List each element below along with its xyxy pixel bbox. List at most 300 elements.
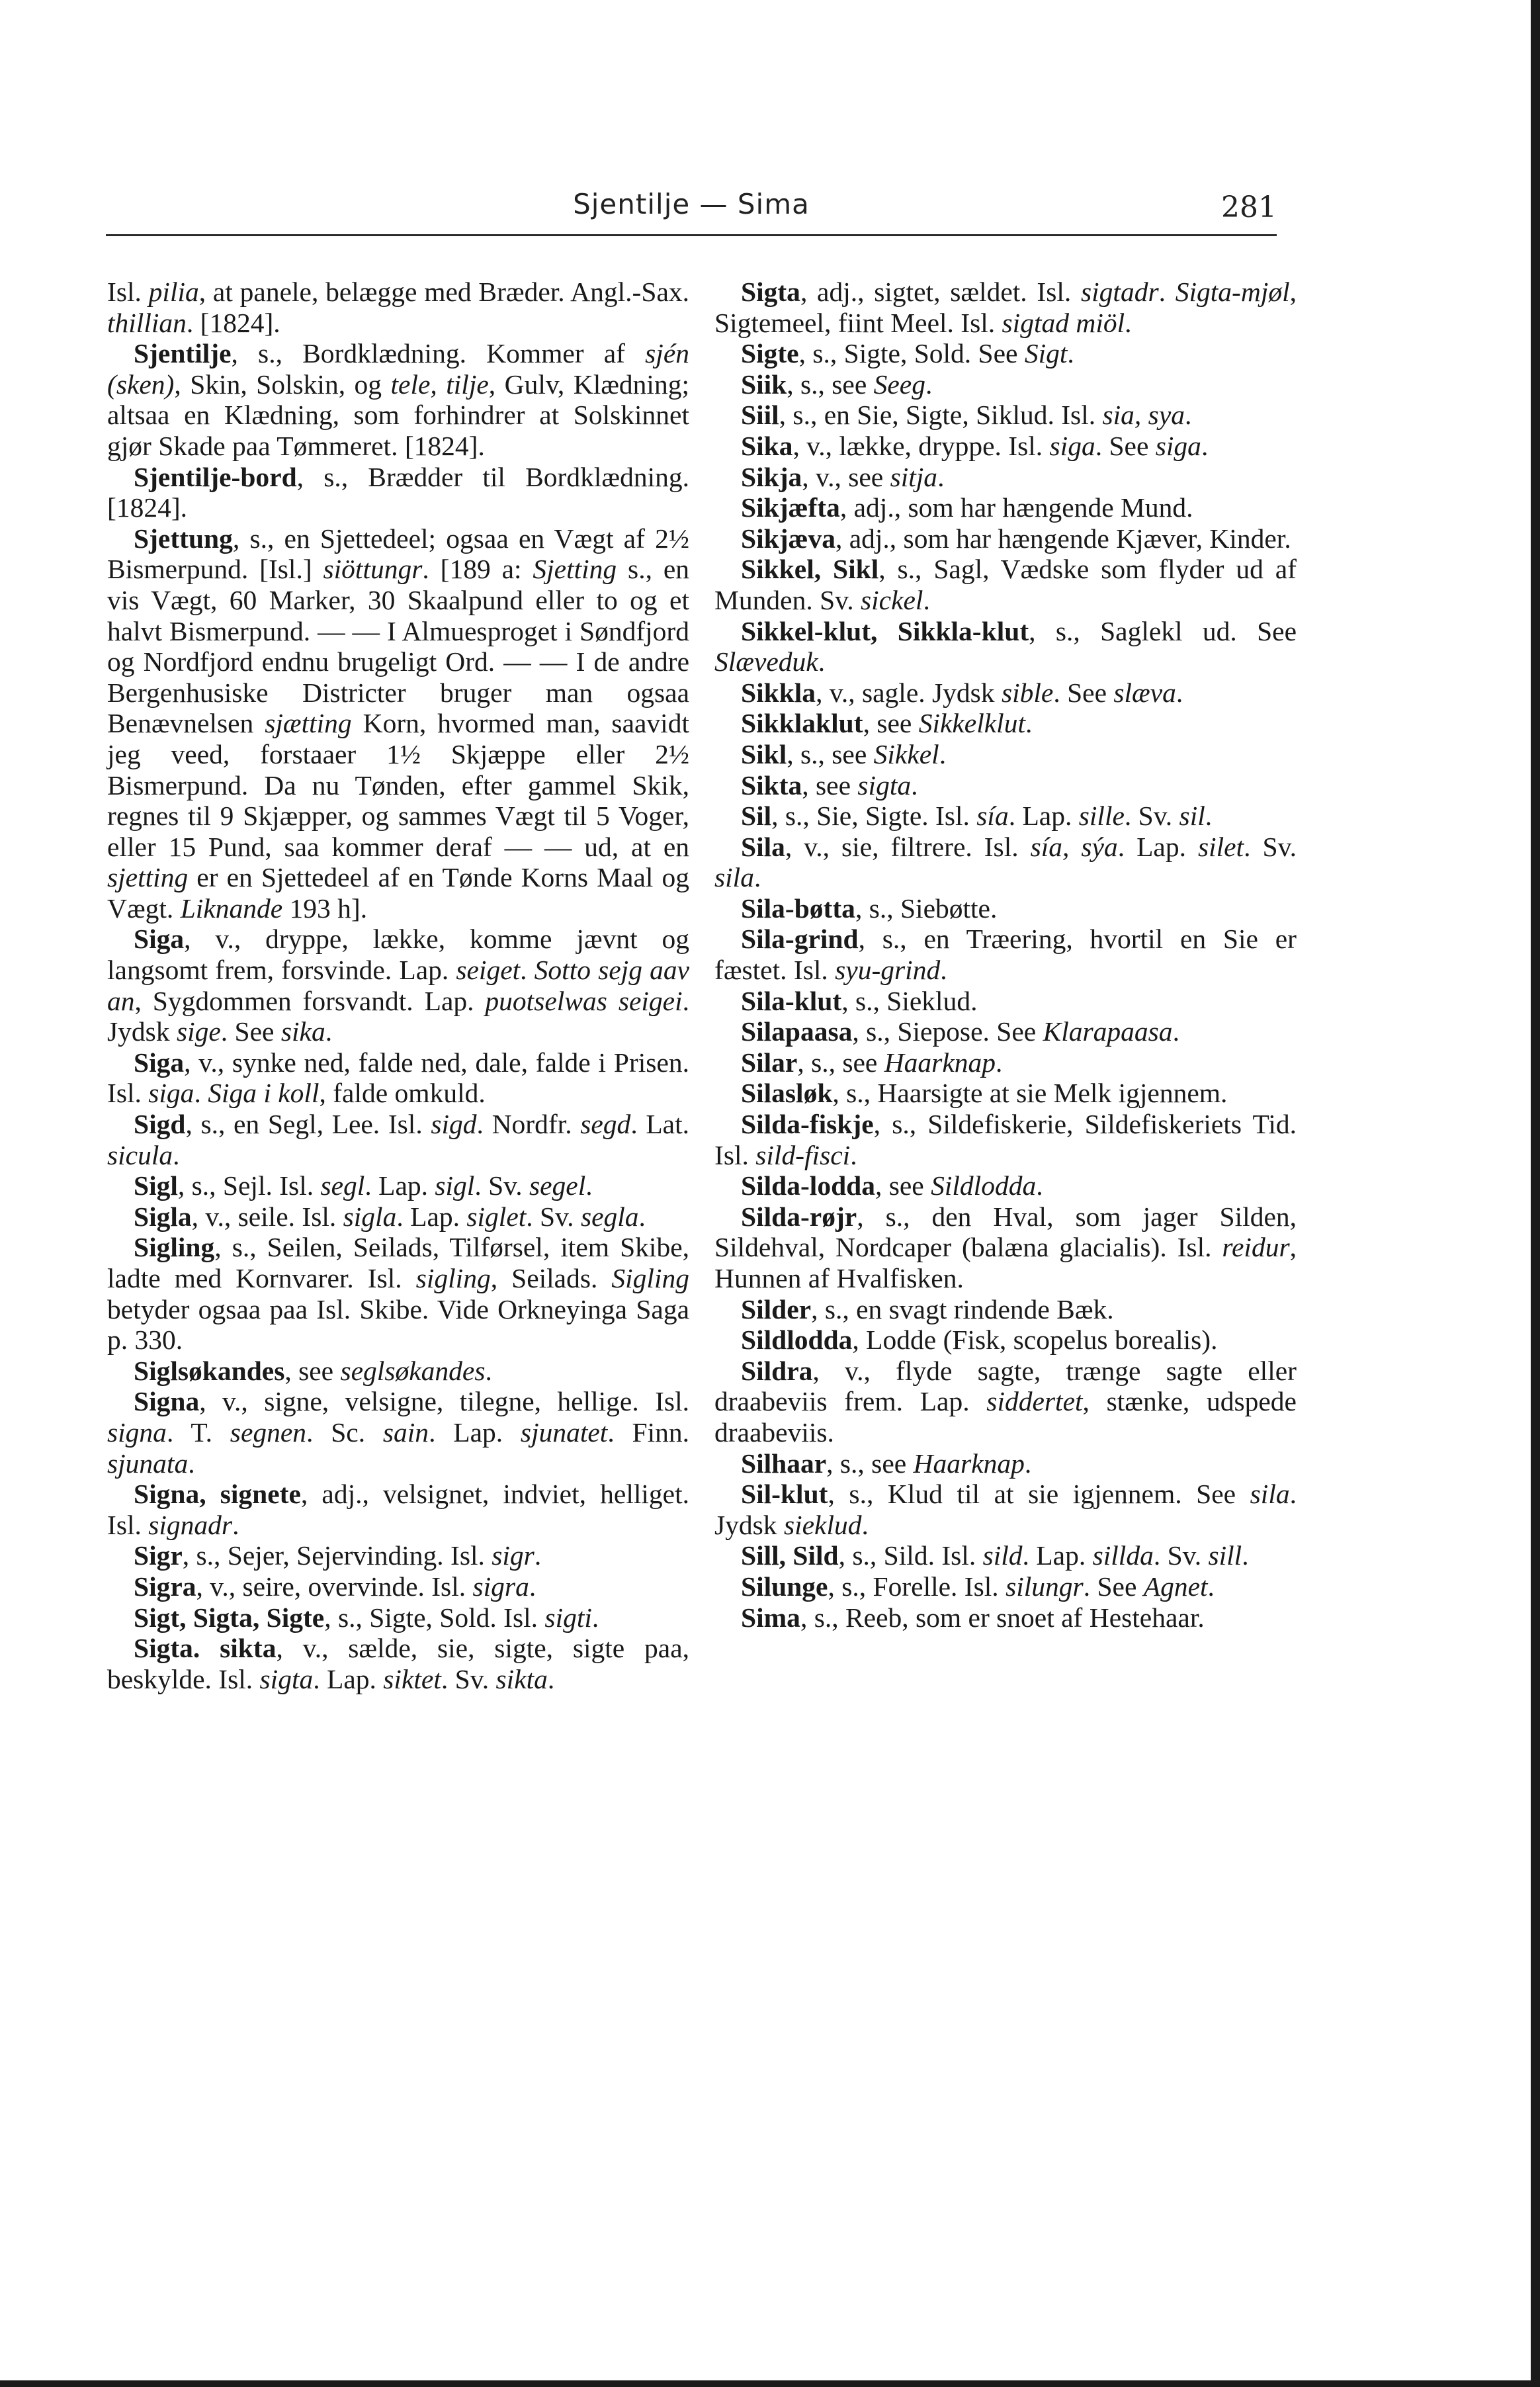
entry-text: , s., Sie, Sigte. Isl. <box>771 801 977 832</box>
entry-text: , s., Reeb, som er snoet af Hestehaar. <box>800 1602 1205 1633</box>
entry-text: , at panele, belægge med Bræder. Angl.-Sax. <box>198 277 690 307</box>
italic-term: sjunata <box>107 1448 189 1479</box>
headword: Siga <box>134 924 185 955</box>
italic-term: Sigta-mjøl <box>1175 277 1290 307</box>
headword: Sikkla <box>741 677 816 708</box>
dictionary-entry <box>714 832 1297 893</box>
dictionary-entry <box>107 924 689 1047</box>
entry-text: . <box>1025 708 1033 739</box>
entry-text: . <box>1184 400 1192 431</box>
entry-text: . <box>1242 1540 1249 1571</box>
entry-text: , adj., som har hængende Mund. <box>839 492 1193 523</box>
entry-text: . Lap. <box>364 1170 435 1201</box>
italic-term: siglet <box>466 1201 527 1232</box>
entry-text: , see <box>802 769 858 801</box>
headword: Sil-klut <box>741 1479 828 1510</box>
entry-text: . Finn. <box>607 1416 689 1448</box>
entry-text: . <box>1125 307 1132 338</box>
headword: Sill, Sild <box>741 1540 839 1571</box>
entry-text: . <box>194 1078 208 1109</box>
dictionary-entry <box>714 1602 1297 1633</box>
dictionary-entry <box>107 1602 689 1633</box>
headword: Sikjæva <box>741 523 835 554</box>
entry-text: , Hunnen af Hvalfisken. <box>714 1232 1297 1293</box>
entry-text: , s., see <box>797 1047 884 1078</box>
italic-term: Sigling <box>611 1263 689 1293</box>
headword: Sildra <box>741 1355 813 1386</box>
dictionary-entry <box>107 1386 689 1479</box>
entry-text: . Sv. <box>526 1201 581 1232</box>
entry-text: , s., see <box>787 738 874 769</box>
dictionary-entry <box>107 1633 689 1694</box>
entry-text: , s., Sigte, Sold. See <box>798 338 1025 369</box>
entry-text: , s., en Træering, hvortil en Sie er fæstet. Isl. <box>714 924 1297 986</box>
headword: Sima <box>741 1602 800 1633</box>
headword: Sikl <box>741 738 787 769</box>
entry-text: . <box>1036 1170 1043 1201</box>
italic-term: thillian <box>107 307 187 338</box>
headword: Sika <box>741 430 793 461</box>
dictionary-entry <box>714 1201 1297 1294</box>
entry-text: . <box>534 1540 542 1571</box>
dictionary-entry <box>714 369 1297 400</box>
entry-text: , v., dryppe, lække, komme jævnt og langsomt frem, forsvinde. Lap. <box>107 924 689 986</box>
entry-text: . Lap. <box>313 1663 384 1694</box>
headword: Sikjæfta <box>741 492 840 523</box>
italic-term: siga <box>1155 430 1201 461</box>
headword: Siil <box>741 400 779 431</box>
entry-text: , s., Sagl, Vædske som flyder ud af Munden. Sv. <box>714 554 1297 615</box>
page-number: 281 <box>1221 191 1277 224</box>
headword: Sigl <box>134 1170 178 1201</box>
italic-term: Seeg <box>873 369 925 400</box>
italic-term: sjunatet <box>520 1416 608 1448</box>
headword: Sikta <box>741 769 802 801</box>
dictionary-entry <box>714 677 1297 709</box>
dictionary-entry <box>714 1047 1297 1078</box>
italic-term: sickel <box>860 584 923 615</box>
italic-term: Sjetting <box>533 554 617 585</box>
italic-term: sible <box>1001 677 1054 708</box>
headword: Silder <box>741 1293 812 1324</box>
dictionary-entry <box>107 1047 689 1109</box>
dictionary-entry <box>107 1479 689 1540</box>
dictionary-entry <box>107 1170 689 1201</box>
italic-term: sigta <box>259 1663 314 1694</box>
italic-term: sigling <box>415 1263 491 1293</box>
italic-term: seglsøkandes <box>340 1355 486 1386</box>
entry-text: , v., see <box>802 461 890 492</box>
italic-term: Sikkelklut <box>918 708 1025 739</box>
entry-text: , stænke, udspede draabeviis. <box>714 1386 1297 1448</box>
italic-term: segnen <box>230 1416 307 1448</box>
dictionary-entry <box>107 338 689 461</box>
headword: Siik <box>741 369 787 400</box>
entry-text: s., en vis Vægt, 60 Marker, 30 Skaalpund eller to og et halvt Bismerpund. — — I Almuesproget i Søndfjord og Nordfjord endnu brugeligt Ord. — — I de andre Bergenhusiske Districter bruger man ogsaa Benævnelsen <box>107 554 689 739</box>
italic-term: sigl <box>435 1170 475 1201</box>
italic-term: sjetting <box>107 862 189 893</box>
entry-text: . T. <box>166 1416 230 1448</box>
dictionary-entry <box>714 986 1297 1017</box>
entry-text: , s., Seilen, Seilads, Tilførsel, item Skibe, ladte med Kornvarer. Isl. <box>107 1232 689 1293</box>
entry-text: . <box>939 738 947 769</box>
right-column <box>714 277 1297 1633</box>
italic-term: segl <box>320 1170 365 1201</box>
entry-text: , s., Sejer, Sejervinding. Isl. <box>182 1540 492 1571</box>
italic-term: sigra <box>472 1571 529 1602</box>
entry-text: , Sigtemeel, fiint Meel. Isl. <box>714 277 1297 338</box>
entry-text: , s., en Sjettedeel; ogsaa en Vægt af 2½ Bismerpund. [Isl.] <box>107 523 689 585</box>
italic-term: sille <box>1078 801 1125 832</box>
entry-text: . Sv. <box>1153 1540 1209 1571</box>
entry-text: . <box>520 955 535 986</box>
entry-text: . <box>1172 1016 1179 1047</box>
headword: Sigla <box>134 1201 192 1232</box>
italic-term: Sotto sejg aav an <box>107 955 689 1016</box>
entry-text: , s., en Sie, Sigte, Siklud. Isl. <box>779 400 1103 431</box>
italic-term: Haarknap <box>913 1448 1025 1479</box>
entry-text: . Lap. <box>1008 801 1079 832</box>
italic-term: sitja <box>890 461 938 492</box>
entry-text: , s., Sieklud. <box>841 985 978 1016</box>
italic-term: sjætting <box>265 708 352 739</box>
headword: Sigte <box>741 338 799 369</box>
entry-text: . <box>1207 1571 1215 1602</box>
entry-text: Korn, hvormed man, saavidt jeg veed, forstaaer 1½ Skjæppe eller 2½ Bismerpund. Da nu Tønden, efter gammel Skik, regnes til 9 Skjæpper, og sammes Vægt til 5 Voger, eller 15 Pund, saa kommer deraf — — ud, at en <box>107 708 689 862</box>
italic-term: siga <box>148 1078 194 1109</box>
italic-term: sigla <box>343 1201 397 1232</box>
entry-text: , s., Haarsigte at sie Melk igjennem. <box>832 1078 1228 1109</box>
italic-term: sil <box>1179 801 1205 832</box>
entry-text: , s., en Segl, Lee. Isl. <box>185 1109 431 1140</box>
entry-text: , v., sie, filtrere. Isl. <box>785 831 1031 862</box>
dictionary-entry <box>714 1571 1297 1602</box>
dictionary-entry <box>714 739 1297 770</box>
dictionary-entry <box>714 1448 1297 1479</box>
dictionary-entry <box>714 616 1297 677</box>
headword: Sila <box>741 831 785 862</box>
entry-text: betyder ogsaa paa Isl. Skibe. Vide Orkneyinga Saga p. 330. <box>107 1293 689 1356</box>
entry-text: . Lap. <box>1117 831 1198 862</box>
entry-text: , adj., sigtet, sældet. Isl. <box>800 277 1081 307</box>
headword: Sila-bøtta <box>741 892 855 924</box>
entry-text: , Skin, Solskin, og <box>174 369 391 400</box>
entry-text: . See <box>1053 677 1114 708</box>
headword: Silda-røjr <box>741 1201 857 1232</box>
entry-text: , s., see <box>787 369 874 400</box>
italic-term: sika <box>280 1016 325 1047</box>
entry-text: . <box>325 1016 333 1047</box>
entry-text: , v., signe, velsigne, tilegne, hellige. Isl. <box>199 1386 689 1417</box>
entry-text: . Lat. <box>630 1109 690 1140</box>
italic-term: sikta <box>495 1663 548 1694</box>
italic-term: Sigt <box>1024 338 1068 369</box>
entry-text: , s., Saglekl ud. See <box>1029 615 1297 646</box>
headword: Sildlodda <box>741 1324 853 1356</box>
dictionary-entry <box>714 523 1297 554</box>
dictionary-entry <box>714 1016 1297 1047</box>
entry-text: . See <box>1095 430 1156 461</box>
entry-text: . Sv. <box>1244 831 1297 862</box>
dictionary-entry <box>714 924 1297 985</box>
entry-text: , v., lække, dryppe. Isl. <box>792 430 1050 461</box>
entry-text: , s., Forelle. Isl. <box>828 1571 1006 1602</box>
entry-text: . <box>996 1047 1003 1078</box>
headword: Signa, signete <box>134 1479 301 1510</box>
entry-text: , v., sagle. Jydsk <box>816 677 1002 708</box>
dictionary-entry <box>714 1324 1297 1356</box>
dictionary-entry <box>714 1540 1297 1571</box>
entry-text: . <box>818 646 826 677</box>
dictionary-entry <box>107 462 689 523</box>
dictionary-entry <box>714 893 1297 924</box>
dictionary-entry <box>714 400 1297 431</box>
italic-term: siga <box>1049 430 1095 461</box>
headword: Silar <box>741 1047 798 1078</box>
italic-term: pilia <box>148 277 199 307</box>
dictionary-entry <box>107 1540 689 1571</box>
headword: Sil <box>741 801 772 832</box>
entry-text: . See <box>1083 1571 1144 1602</box>
headword: Sigta <box>741 277 800 307</box>
dictionary-entry <box>107 1201 689 1233</box>
entry-text: . <box>1158 277 1176 307</box>
left-column <box>107 277 689 1694</box>
italic-term: Liknande <box>180 892 283 924</box>
entry-text: . Jydsk <box>714 1479 1297 1540</box>
headword: Sigling <box>134 1232 215 1263</box>
entry-text: 193 h]. <box>282 892 368 924</box>
entry-text: . <box>1205 801 1213 832</box>
entry-text: . <box>753 862 761 893</box>
dictionary-entry <box>714 554 1297 615</box>
entry-text: . <box>547 1663 555 1694</box>
dictionary-entry <box>714 1294 1297 1325</box>
entry-text: . Nordfr. <box>476 1109 581 1140</box>
headword: Sjentilje <box>134 338 232 369</box>
entry-text: . [1824]. <box>186 307 280 338</box>
entry-text: er en Sjettedeel af en Tønde Korns Maal og Vægt. <box>107 862 689 924</box>
entry-text: , v., seile. Isl. <box>191 1201 343 1232</box>
entry-text: . [189 a: <box>422 554 533 585</box>
entry-text: , s., Sigte, Sold. Isl. <box>324 1602 545 1633</box>
italic-term: sige <box>176 1016 221 1047</box>
entry-text: , s., Sild. Isl. <box>838 1540 983 1571</box>
entry-text: , v., seire, overvinde. Isl. <box>196 1571 473 1602</box>
dictionary-entry <box>714 1109 1297 1170</box>
entry-text: . <box>861 1509 869 1540</box>
italic-term: Sildlodda <box>931 1170 1037 1201</box>
dictionary-entry <box>714 1078 1297 1109</box>
entry-text: , s., en svagt rindende Bæk. <box>811 1293 1114 1324</box>
entry-text: , v., sælde, sie, sigte, sigte paa, beskylde. Isl. <box>107 1633 689 1694</box>
entry-text: . <box>638 1201 646 1232</box>
italic-term: silet <box>1197 831 1244 862</box>
italic-term: segd <box>580 1109 631 1140</box>
headword: Sigd <box>134 1109 186 1140</box>
entry-text: . Sv. <box>441 1663 496 1694</box>
headword: Signa <box>134 1386 200 1417</box>
running-head: Sjentilje — Sima <box>573 188 810 220</box>
entry-text: , s., Brædder til Bordklædning. [1824]. <box>107 461 689 523</box>
italic-term: sila <box>714 862 754 893</box>
entry-text: . <box>1176 677 1183 708</box>
header-rule <box>106 234 1277 236</box>
italic-term: sila <box>1250 1479 1290 1510</box>
entry-text: , v., synke ned, falde ned, dale, falde i Prisen. Isl. <box>107 1047 689 1109</box>
italic-term: sild <box>982 1540 1023 1571</box>
entry-text: . <box>850 1139 857 1170</box>
headword: Silapaasa <box>741 1016 853 1047</box>
entry-text: , s., Klud til at sie igjennem. See <box>828 1479 1250 1510</box>
headword: Silunge <box>741 1571 828 1602</box>
italic-term: Sikkel <box>873 738 939 769</box>
italic-term: Klarapaasa <box>1043 1016 1173 1047</box>
headword: Sigr <box>134 1540 183 1571</box>
entry-text: . <box>923 584 930 615</box>
italic-term: sigr <box>492 1540 535 1571</box>
entry-text: , s., Sildefiskerie, Sildefiskeriets Tid. Isl. <box>714 1109 1297 1170</box>
entry-text: . <box>591 1602 599 1633</box>
italic-term: siddertet <box>986 1386 1083 1417</box>
entry-text: . <box>529 1571 536 1602</box>
entry-text: . <box>1067 338 1074 369</box>
dictionary-entry <box>714 431 1297 462</box>
entry-text: , Sygdommen forsvandt. Lap. <box>134 985 486 1016</box>
dictionary-entry <box>107 1232 689 1355</box>
entry-text: , see <box>863 708 919 739</box>
entry-text: . <box>937 461 945 492</box>
dictionary-entry <box>714 1170 1297 1201</box>
italic-term: sigd <box>431 1109 477 1140</box>
italic-term: sía, sýa <box>1030 831 1118 862</box>
headword: Silda-lodda <box>741 1170 875 1201</box>
headword: Sjettung <box>134 523 233 554</box>
italic-term: siöttungr <box>323 554 423 585</box>
entry-text: . Sv. <box>474 1170 529 1201</box>
italic-term: sicula <box>107 1139 173 1170</box>
italic-term: sjén (sken) <box>107 338 689 400</box>
dictionary-entry <box>107 1109 689 1170</box>
italic-term: sigtadr <box>1080 277 1159 307</box>
dictionary-entry <box>107 1356 689 1387</box>
entry-text: , s., Siebøtte. <box>855 892 998 924</box>
italic-term: Haarknap <box>884 1047 996 1078</box>
italic-term: reidur <box>1222 1232 1290 1263</box>
italic-term: signa <box>107 1416 167 1448</box>
entry-text: . <box>485 1355 492 1386</box>
entry-text: , adj., velsignet, indviet, helliget. Isl. <box>107 1479 689 1540</box>
italic-term: sigtad miöl <box>1002 307 1125 338</box>
entry-text: , s., Bordklædning. Kommer af <box>231 338 646 369</box>
italic-term: sieklud <box>783 1509 862 1540</box>
italic-term: syu-grind <box>835 955 941 986</box>
entry-text: , Gulv, Klædning; altsaa en Klædning, som forhindrer at Solskinnet gjør Skade paa Tømmeret. [1824]. <box>107 369 689 461</box>
italic-term: sia, sya <box>1102 400 1185 431</box>
italic-term: siktet <box>383 1663 441 1694</box>
headword: Sigta. sikta <box>134 1633 277 1664</box>
dictionary-entry <box>714 492 1297 523</box>
headword: Sikja <box>741 461 802 492</box>
entry-text: , see <box>284 1355 341 1386</box>
entry-text: Isl. <box>107 277 149 307</box>
italic-term: Siga i koll <box>208 1078 320 1109</box>
entry-text: , falde omkuld. <box>319 1078 486 1109</box>
entry-text: , s., Sejl. Isl. <box>177 1170 321 1201</box>
italic-term: seiget <box>456 955 521 986</box>
italic-term: silungr <box>1005 1571 1084 1602</box>
entry-text: , adj., som har hængende Kjæver, Kinder. <box>835 523 1291 554</box>
entry-text: , Seilads. <box>490 1263 612 1293</box>
dictionary-entry <box>714 770 1297 801</box>
italic-term: tele, tilje <box>390 369 489 400</box>
headword: Sila-grind <box>741 924 859 955</box>
entry-text: . Jydsk <box>107 985 689 1047</box>
dictionary-entry <box>714 277 1297 338</box>
entry-text: . Lap. <box>396 1201 467 1232</box>
headword: Silda-fiskje <box>741 1109 874 1140</box>
italic-term: puotselwas seigei <box>485 985 683 1016</box>
entry-text: , Lodde (Fisk, scopelus borealis). <box>852 1324 1218 1356</box>
italic-term: slæva <box>1113 677 1176 708</box>
entry-text: . Lap. <box>1022 1540 1093 1571</box>
dictionary-entry <box>714 462 1297 493</box>
dictionary-entry <box>714 338 1297 369</box>
entry-text: . Sc. <box>306 1416 383 1448</box>
italic-term: sain <box>382 1416 429 1448</box>
entry-text: . <box>911 769 918 801</box>
headword: Silasløk <box>741 1078 833 1109</box>
headword: Sikkel, Sikl <box>741 554 879 585</box>
headword: Sila-klut <box>741 985 842 1016</box>
dictionary-entry <box>714 801 1297 832</box>
entry-text: , s., Siepose. See <box>852 1016 1043 1047</box>
italic-term: sigta <box>857 769 912 801</box>
headword: Sigra <box>134 1571 196 1602</box>
dictionary-entry <box>107 1571 689 1602</box>
entry-text: . Sv. <box>1124 801 1179 832</box>
italic-term: sía <box>976 801 1009 832</box>
entry-continuation <box>107 277 689 338</box>
entry-text: . Lap. <box>429 1416 521 1448</box>
entry-text: . <box>585 1170 593 1201</box>
dictionary-entry <box>714 1479 1297 1540</box>
italic-term: signadr <box>148 1509 233 1540</box>
headword: Siglsøkandes <box>134 1355 285 1386</box>
headword: Silhaar <box>741 1448 827 1479</box>
italic-term: segla <box>580 1201 639 1232</box>
entry-text: , see <box>875 1170 931 1201</box>
italic-term: sillda <box>1092 1540 1154 1571</box>
entry-text: . See <box>220 1016 281 1047</box>
italic-term: segel <box>529 1170 586 1201</box>
entry-text: . <box>940 955 947 986</box>
italic-term: Slæveduk <box>714 646 818 677</box>
headword: Sikklaklut <box>741 708 863 739</box>
entry-text: , s., see <box>826 1448 914 1479</box>
entry-text: . <box>188 1448 195 1479</box>
entry-text: . <box>173 1139 180 1170</box>
italic-term: Agnet <box>1143 1571 1208 1602</box>
headword: Sjentilje-bord <box>134 461 297 492</box>
dictionary-entry <box>714 1356 1297 1448</box>
headword: Siga <box>134 1047 185 1078</box>
italic-term: sigti <box>544 1602 592 1633</box>
entry-text: . <box>1201 430 1209 461</box>
headword: Sigt, Sigta, Sigte <box>134 1602 325 1633</box>
dictionary-entry <box>107 523 689 924</box>
entry-text: . <box>1024 1448 1032 1479</box>
